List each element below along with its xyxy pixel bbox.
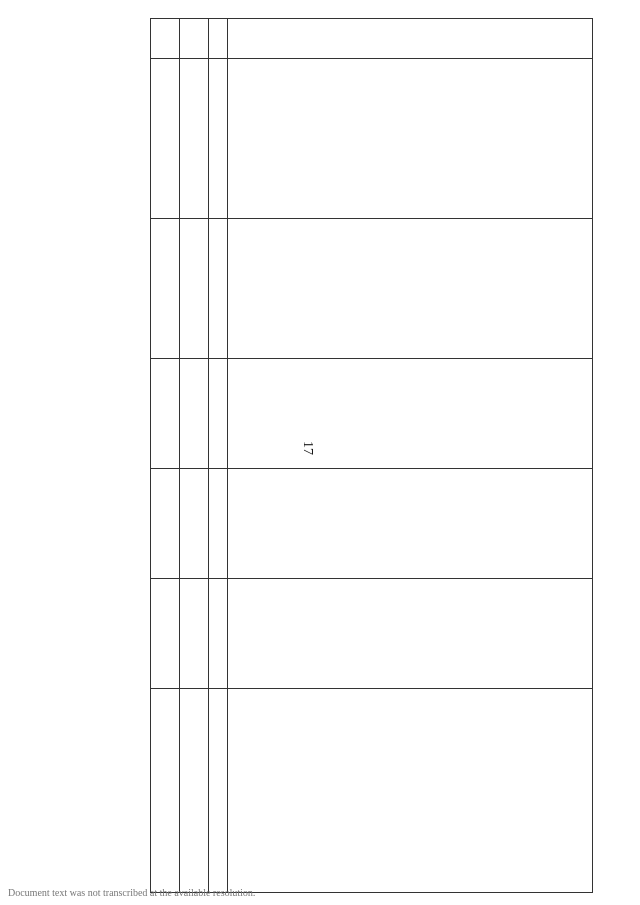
table-cell bbox=[180, 689, 209, 893]
table-cell bbox=[180, 469, 209, 579]
header-row bbox=[228, 19, 593, 893]
table-cell bbox=[151, 469, 180, 579]
header-cell bbox=[228, 359, 593, 469]
document-table bbox=[150, 18, 593, 893]
column-number bbox=[209, 219, 228, 359]
column-number bbox=[209, 579, 228, 689]
table-cell bbox=[151, 689, 180, 893]
column-number bbox=[209, 59, 228, 219]
table-row bbox=[180, 19, 209, 893]
column-number bbox=[209, 19, 228, 59]
table-cell bbox=[180, 59, 209, 219]
column-number bbox=[209, 359, 228, 469]
column-number-row bbox=[209, 19, 228, 893]
table-cell bbox=[151, 579, 180, 689]
table-cell bbox=[151, 359, 180, 469]
table-cell bbox=[180, 579, 209, 689]
table-row bbox=[151, 19, 180, 893]
column-number bbox=[209, 469, 228, 579]
header-cell bbox=[228, 689, 593, 893]
header-cell bbox=[228, 579, 593, 689]
table-cell bbox=[151, 219, 180, 359]
table-cell bbox=[180, 219, 209, 359]
transcription-note: Document text was not transcribed at the available resolution. bbox=[8, 888, 256, 899]
page-number: 17 bbox=[300, 441, 315, 455]
table-cell bbox=[180, 359, 209, 469]
header-cell bbox=[228, 19, 593, 59]
table-cell bbox=[180, 19, 209, 59]
header-cell bbox=[228, 469, 593, 579]
table-cell bbox=[151, 59, 180, 219]
table-cell bbox=[151, 19, 180, 59]
column-number bbox=[209, 689, 228, 893]
document-table-container bbox=[53, 18, 593, 892]
header-cell bbox=[228, 59, 593, 219]
header-cell bbox=[228, 219, 593, 359]
